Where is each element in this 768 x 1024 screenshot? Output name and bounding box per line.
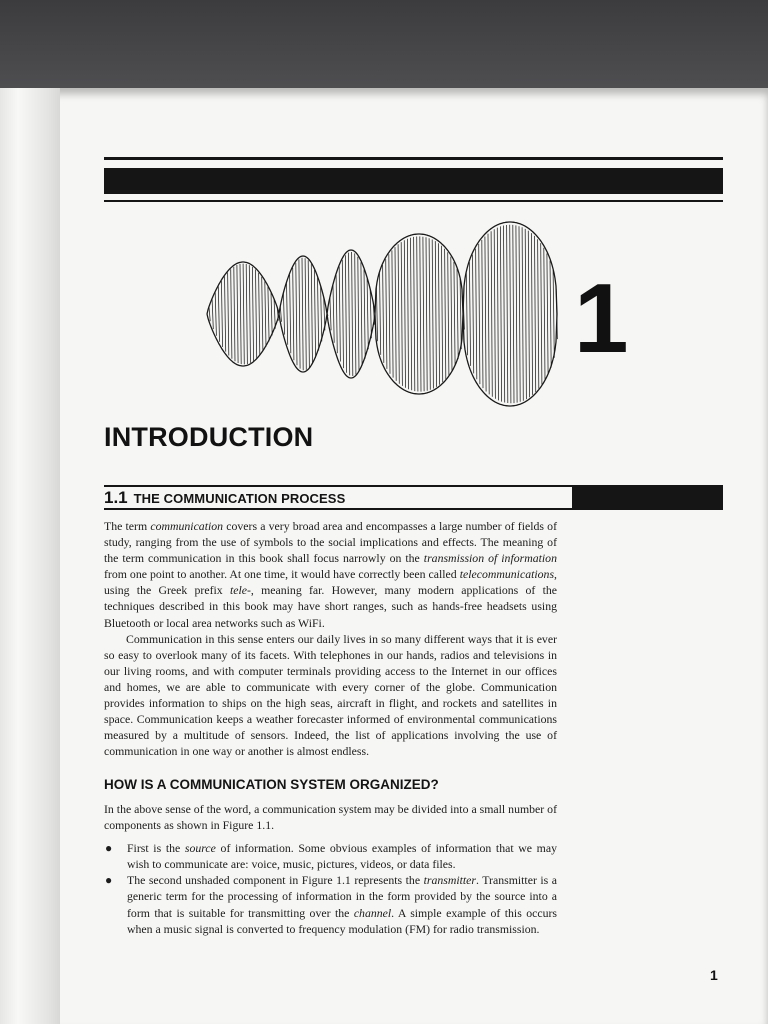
chapter-number: 1 [574,263,629,373]
section-rule-bottom [104,508,723,510]
chapter-title: INTRODUCTION [104,422,314,452]
paragraph-2: Communication in this sense enters our daily lives in so many different ways that it is ever so easy to overlook many of its facets. With telephones in our hands, radios and televisions in our living rooms, and with computer terminals providing access to the Internet in our offices and homes, we are able to communicate with every corner of the globe. Communication provides information to ships on the high seas, aircraft in flight, and rockets and satellites in space. Communication keeps a weather forecaster informed of environmental communications measured by a multitude of sensors. Indeed, the list of applications involving the use of communication in one way or another is almost endless. [104,631,557,759]
section-number: 1.1 [104,488,128,507]
chapter-rule-bottom [104,200,723,202]
paragraph-1: The term communication covers a very broad area and encompasses a large number of fields of study, ranging from the use of symbols to the social implications and effects. The meaning of the term communication in this book shall focus narrowly on the transmission of information from one point to another. At one time, it would have correctly been called telecommunications, using the Greek prefix tele-, meaning far. However, many modern applications of the techniques described in this book may have short ranges, such as hands-free headsets using Bluetooth or local area networks such as WiFi. [104,519,557,630]
modulated-waveform-illustration [204,214,560,414]
section-title: THE COMMUNICATION PROCESS [133,491,346,506]
subsection-intro: In the above sense of the word, a communication system may be divided into a small number of components as shown in Figure 1.1. [104,802,557,833]
carrier-lines [209,225,557,403]
subsection-heading: HOW IS A COMMUNICATION SYSTEM ORGANIZED? [104,777,439,792]
bullet-transmitter: ● The second unshaded component in Figure 1.1 represents the transmitter. Transmitter is a generic term for the processing of information in the form provided by the source into a form that is suitable for transmitting over the channel. A simple example of this occurs when a music signal is converted to frequency modulation (FM) for radio transmission. [105,873,558,936]
bullet-source: ● First is the source of information. Some obvious examples of information that we may wish to communicate are: voice, music, pictures, videos, or data files. [105,841,557,872]
bullet-icon: ● [105,873,113,888]
page-gutter [0,88,60,1024]
page-number: 1 [710,967,718,983]
envelope-top [207,222,557,314]
chapter-rule-top [104,157,723,160]
background-dark [0,0,768,92]
section-body [104,518,557,759]
section-heading [104,487,345,509]
bullet-icon: ● [105,841,113,856]
subsection-body [104,801,557,937]
section-bar [572,487,723,508]
chapter-bar [104,168,723,194]
